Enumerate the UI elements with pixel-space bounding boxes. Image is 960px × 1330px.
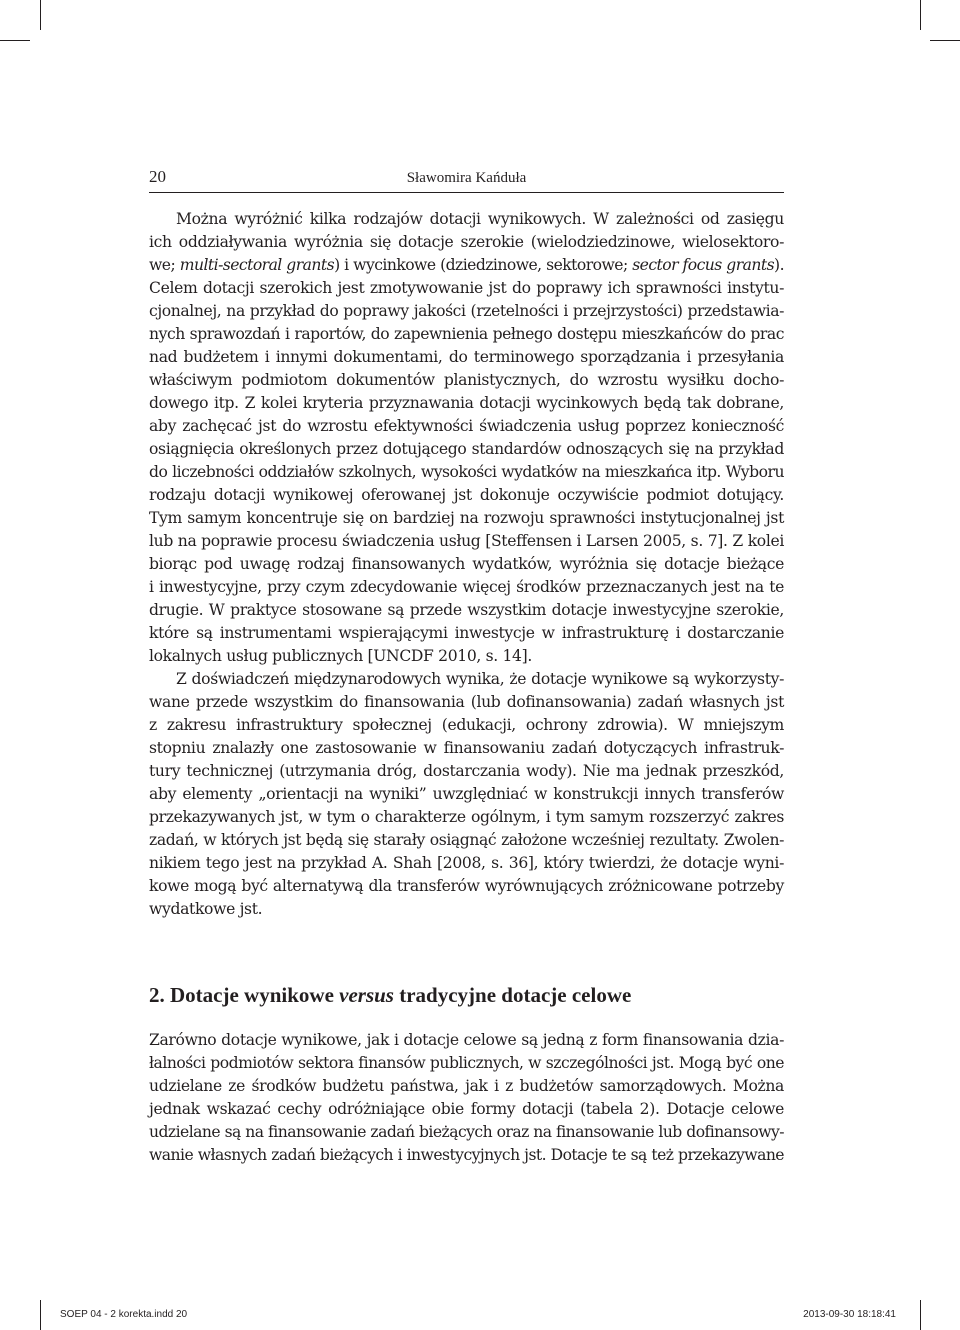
text-line: tury technicznej (utrzymania dróg, dostarczania wody). Nie ma jednak przeszkód, [149,762,784,780]
text-line: rodzaju dotacji wynikowej oferowanej jst dokonuje oczywiście podmiot dotujący. [149,486,784,504]
text-line [149,254,784,277]
text-line: które są instrumentami wspierającymi inwestycje w infrastrukturę i dostarczanie [149,624,784,642]
print-slug [0,1300,960,1330]
text-line: łalności podmiotów sektora finansów publicznych, w szczególności jst. Mogą być one [149,1054,784,1072]
running-header [149,166,784,192]
text-line: właściwym podmiotom dokumentów planistycznych, do wzrostu wysiłku docho- [149,371,784,389]
heading-text: tradycyjne dotacje celowe [393,983,632,1007]
text-line: Można wyróżnić kilka rodzajów dotacji wynikowych. W zależności od zasięgu [176,210,784,228]
italic-term: sector focus grants [632,256,775,274]
paragraph [149,208,784,668]
text-line: wane przede wszystkim do finansowania (lub dofinansowania) zadań własnych jst [149,693,784,711]
body-text [149,208,784,921]
text-line: udzielane ze środków budżetu państwa, jak i z budżetów samorządowych. Można [149,1077,784,1095]
heading-italic-term: versus [339,983,394,1007]
text-line: i inwestycyjne, przy czym zdecydowanie więcej środków przeznaczanych jest na te [149,578,784,596]
text-run: we; [149,256,180,274]
text-line: cjonalnej, na przykład do poprawy jakości (rzetelności i przejrzystości) przedstawia- [149,302,784,320]
paragraph [149,668,784,921]
text-line: aby elementy „orientacji na wyniki” uwzględniać w konstrukcji innych transferów [149,785,784,803]
slug-filename: SOEP 04 - 2 korekta.indd 20 [60,1309,188,1320]
text-line: zadań, w których jst będą się starały osiągnąć założone wcześniej rezultaty. Zwolen- [149,831,784,849]
section-paragraph [149,1029,784,1167]
running-author: Sławomira Kańduła [406,170,527,186]
crop-mark [0,40,30,41]
slug-timestamp: 2013-09-30 18:18:41 [803,1309,896,1320]
text-line: wanie własnych zadań bieżących i inwestycyjnych jst. Dotacje te są też przekazywane [149,1146,784,1164]
text-run: ). [774,256,784,274]
text-line: drugie. W praktyce stosowane są przede wszystkim dotacje inwestycyjne szerokie, [149,601,784,619]
text-line: lokalnych usług publicznych [UNCDF 2010, s. 14]. [149,647,532,665]
crop-mark [930,40,960,41]
text-line: kowe mogą być alternatywą dla transferów wyrównujących zróżnicowane potrzeby [149,877,784,895]
text-line: Z doświadczeń międzynarodowych wynika, że dotacje wynikowe są wykorzysty- [176,670,784,688]
text-line: lub na poprawie procesu świadczenia usług [Steffensen i Larsen 2005, s. 7]. Z kolei [149,532,784,550]
text-line: Zarówno dotacje wynikowe, jak i dotacje celowe są jedną z form finansowania dzia- [149,1031,784,1049]
page-number: 20 [149,167,166,186]
text-line: przekazywanych jst, w tym o charakterze ogólnym, i tym samym rozszerzyć zakres [149,808,784,826]
text-line: Tym samym koncentruje się on bardziej na rozwoju sprawności instytucjonalnej jst [149,509,784,527]
text-line: nad budżetem i innymi dokumentami, do terminowego sporządzania i przesyłania [149,348,784,366]
text-line: nych sprawozdań i raportów, do zapewnienia pełnego dostępu mieszkańców do prac [149,325,784,343]
text-line: z zakresu infrastruktury społecznej (edukacji, ochrony zdrowia). W mniejszym [149,716,784,734]
text-run: ) i wycinkowe (dziedzinowe, sektorowe; [334,256,633,274]
text-line: stopniu znalazły one zastosowanie w finansowaniu zadań dotyczących infrastruk- [149,739,784,757]
crop-mark [40,0,41,30]
text-line: dowego itp. Z kolei kryteria przyznawania dotacji wycinkowych będą tak dobrane, [149,394,784,412]
header-rule [149,192,784,193]
italic-term: multi-sectoral grants [179,256,335,274]
text-line: do liczebności oddziałów szkolnych, wysokości wydatków na mieszkańca itp. Wyboru [149,463,784,481]
text-line: aby zachęcać jst do wzrostu efektywności świadczenia usług poprzez konieczność [149,417,784,435]
text-line: ich oddziaływania wyróżnia się dotacje szerokie (wielodziedzinowe, wielosektoro- [149,233,784,251]
text-line: udzielane są na finansowanie zadań bieżących oraz na finansowanie lub dofinansowy- [149,1123,784,1141]
text-line: biorąc pod uwagę rodzaj finansowanych wydatków, wyróżnia się dotacje bieżące [149,555,784,573]
text-line: jednak wskazać cechy odróżniające obie formy dotacji (tabela 2). Dotacje celowe [149,1100,784,1118]
section-heading [149,980,784,1010]
crop-mark [920,0,921,30]
text-line: Celem dotacji szerokich jest zmotywowanie jst do poprawy ich sprawności instytu- [149,279,784,297]
text-line: osiągnięcia określonych przez dotującego standardów odnoszących się na przykład [149,440,784,458]
text-line: nikiem tego jest na przykład A. Shah [2008, s. 36], który twierdzi, że dotacje wyni- [149,854,784,872]
text-line: wydatkowe jst. [149,900,263,918]
heading-text: 2. Dotacje wynikowe [149,983,340,1007]
